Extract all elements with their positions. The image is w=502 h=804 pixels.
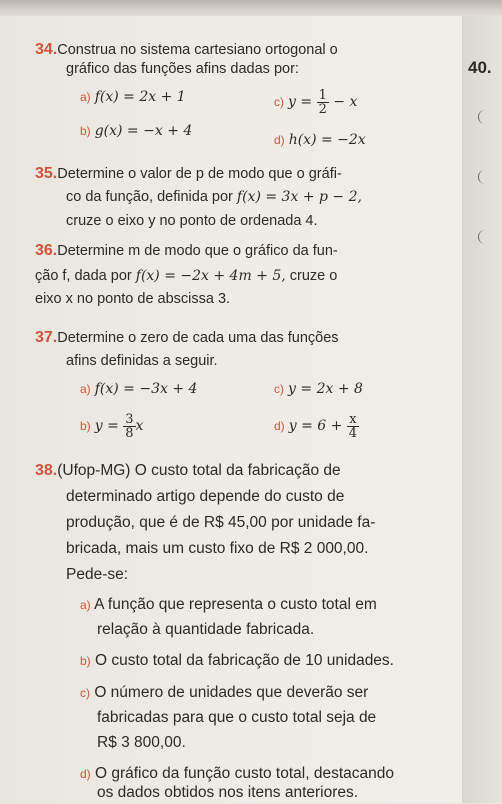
q35-text2: co da função, definida por (66, 189, 237, 205)
item-label: d) (274, 419, 285, 433)
math-expr: y = 6 + (288, 418, 347, 434)
math-expr: f(x) = −2x + 4m + 5, (135, 268, 286, 284)
math-expr: f(x) = −3x + 4 (94, 381, 198, 397)
q35-text1: Determine o valor de p de modo que o gráfi- (57, 166, 342, 182)
item-label: c) (80, 686, 90, 700)
fraction (317, 89, 329, 116)
q36-number: 36. (35, 242, 58, 259)
item-label: d) (80, 767, 91, 781)
q38-line5: Pede-se: (66, 566, 129, 583)
q37-item-b (80, 412, 143, 440)
q36-line1 (35, 242, 338, 260)
q36-text2b: cruze o (285, 268, 338, 284)
q35-number: 35. (35, 165, 58, 182)
q37-text1: Determine o zero de cada uma das funções (57, 330, 339, 346)
math-expr: y = (288, 94, 317, 110)
q38-item-c (80, 681, 368, 705)
item-label: c) (274, 95, 284, 109)
q36-line2 (35, 267, 337, 285)
item-label: a) (80, 382, 91, 396)
margin-mark (478, 110, 487, 124)
math-expr: y = (94, 418, 124, 434)
denominator: 4 (348, 425, 358, 441)
item-label: c) (274, 382, 284, 396)
item-label: a) (80, 598, 91, 612)
q34-text1: Construa no sistema cartesiano ortogonal o (57, 42, 338, 58)
item-text: O custo total da fabricação de 10 unidades. (94, 652, 394, 669)
q38-line1 (35, 459, 341, 482)
q34-item-d (274, 131, 366, 149)
q38-text1: (Ufop-MG) O custo total da fabricação de (57, 462, 341, 479)
fraction (123, 413, 135, 440)
item-text: O gráfico da função custo total, destacando (94, 765, 394, 782)
q37-item-c (274, 380, 363, 398)
q34-item-c (274, 88, 357, 116)
fraction (347, 413, 359, 440)
q35-line2 (66, 188, 362, 206)
item-label: b) (80, 654, 91, 668)
q38-item-c-line3: R$ 3 800,00. (97, 734, 186, 751)
item-label: b) (80, 419, 91, 433)
numerator: 3 (125, 411, 134, 427)
q38-item-c-line2: fabricadas para que o custo total seja de (97, 709, 377, 726)
math-expr: f(x) = 2x + 1 (94, 89, 186, 105)
q38-item-d-line2: os dados obtidos nos itens anteriores. (97, 784, 359, 801)
q37-line2: afins definidas a seguir. (66, 353, 218, 369)
q38-item-b (80, 649, 394, 673)
q37-item-d (274, 412, 359, 440)
math-expr: f(x) = 3x + p − 2, (236, 189, 362, 205)
q35-line3: cruze o eixo y no ponto de ordenada 4. (66, 213, 318, 229)
math-expr: y = 2x + 8 (288, 381, 363, 397)
item-text: A função que representa o custo total em (94, 596, 377, 613)
q35-line1 (35, 165, 342, 183)
q34-line2: gráfico das funções afins dadas por: (66, 61, 299, 77)
q37-line1 (35, 329, 339, 347)
q36-line3: eixo x no ponto de abscissa 3. (35, 291, 231, 307)
q34-item-a (80, 88, 186, 106)
q38-number: 38. (35, 462, 58, 479)
item-label: b) (80, 124, 91, 138)
q37-item-a (80, 380, 197, 398)
q38-item-a-line2: relação à quantidade fabricada. (97, 621, 315, 638)
q38-item-a (80, 593, 377, 617)
numerator: x (347, 413, 359, 427)
margin-mark (478, 230, 487, 244)
numerator: 1 (318, 87, 327, 103)
q38-line2: determinado artigo depende do custo de (66, 488, 345, 505)
q34-line1 (35, 41, 338, 59)
math-expr: g(x) = −x + 4 (94, 123, 193, 139)
item-label: a) (80, 90, 91, 104)
q36-text2: ção f, dada por (35, 268, 136, 284)
denominator: 8 (125, 425, 134, 441)
q37-number: 37. (35, 329, 58, 346)
margin-mark (478, 170, 487, 184)
q34-number: 34. (35, 41, 58, 58)
q40-number: 40. (468, 58, 492, 77)
item-text: O número de unidades que deverão ser (94, 684, 369, 701)
q38-line4: bricada, mais um custo fixo de R$ 2 000,00. (66, 540, 369, 557)
top-edge (0, 0, 502, 16)
q38-line3: produção, que é de R$ 45,00 por unidade fa- (66, 514, 376, 531)
math-expr: x (135, 418, 144, 434)
q36-text1: Determine m de modo que o gráfico da fun- (57, 243, 338, 259)
denominator: 2 (318, 101, 327, 117)
math-expr: h(x) = −2x (288, 132, 366, 148)
math-expr: − x (328, 94, 358, 110)
q34-item-b (80, 122, 192, 140)
item-label: d) (274, 133, 285, 147)
